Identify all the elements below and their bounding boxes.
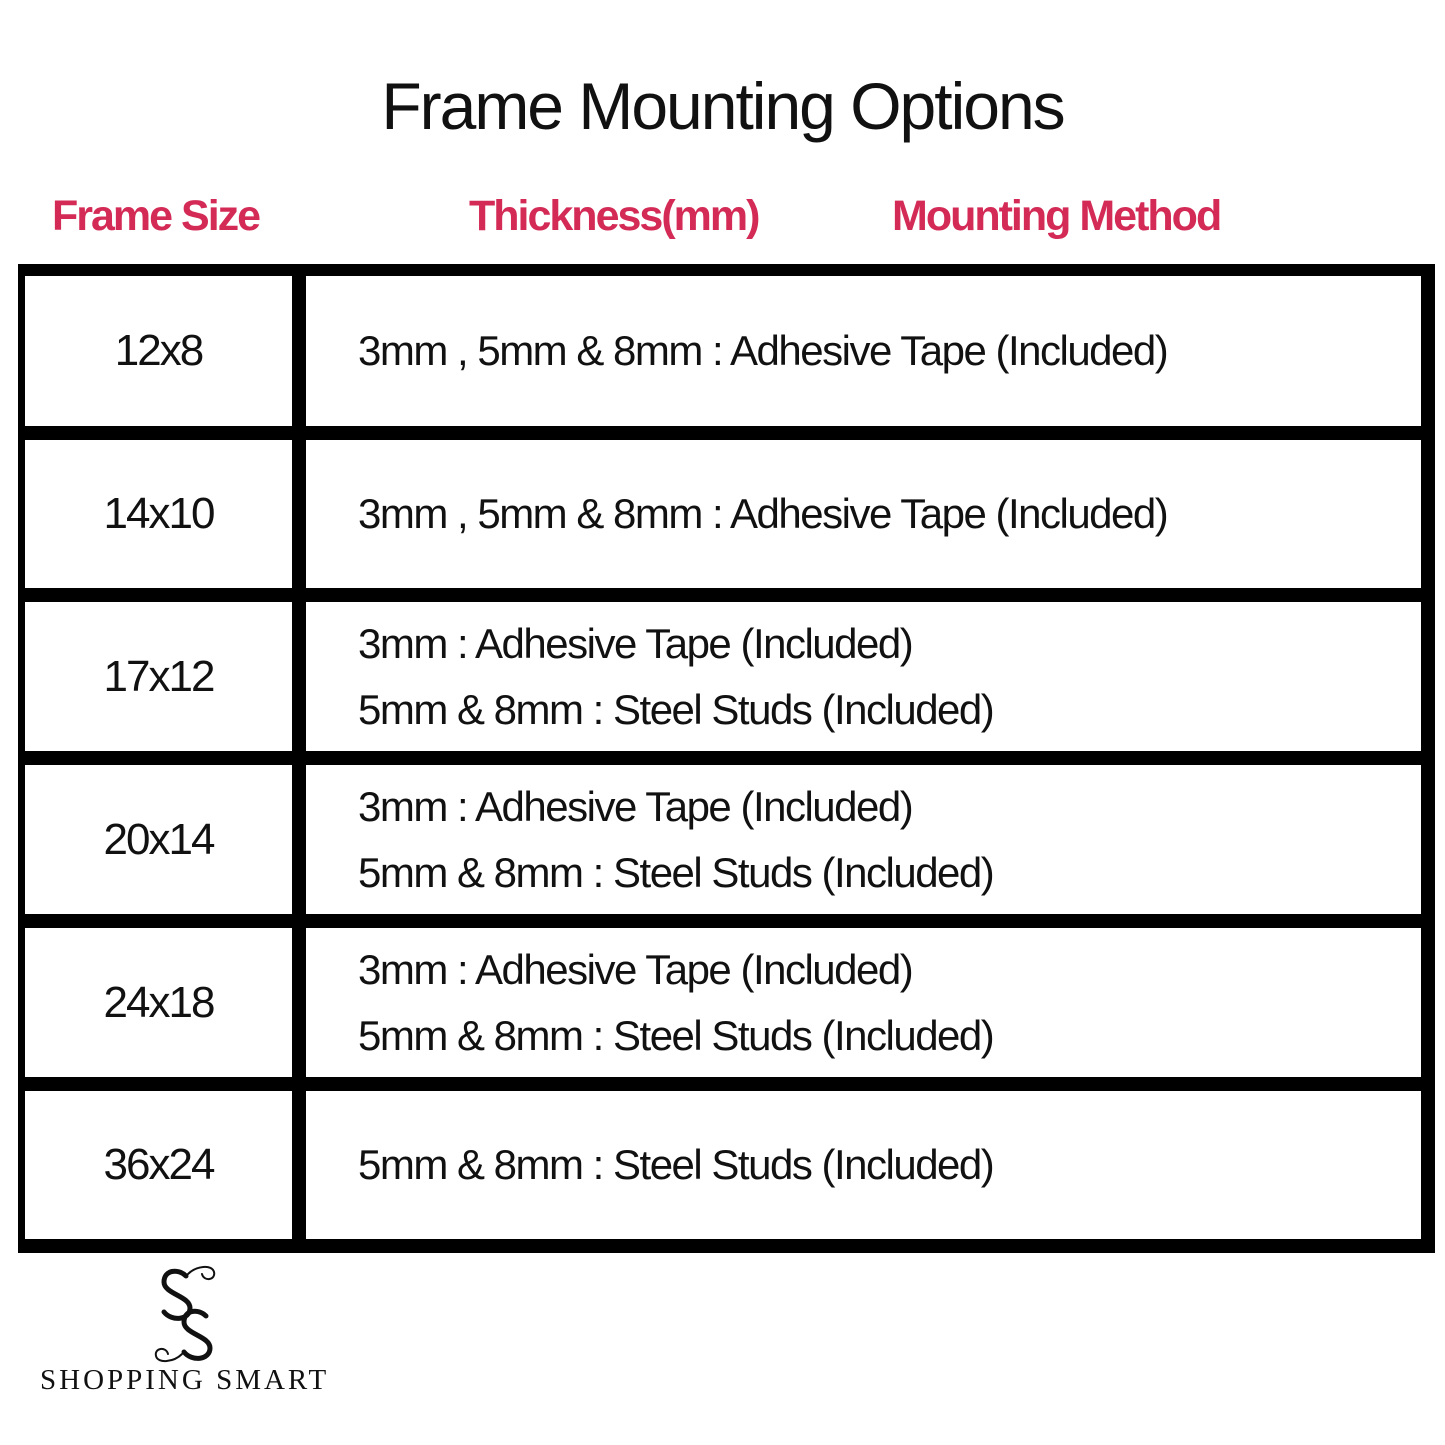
mounting-method-cell (306, 765, 1421, 914)
brand-logo (40, 1262, 350, 1402)
page-title: Frame Mounting Options (381, 69, 1064, 143)
mounting-method-cell (306, 602, 1421, 751)
brand-name: SHOPPING SMART (40, 1364, 330, 1396)
mounting-table (18, 264, 1435, 1253)
mounting-line: 5mm & 8mm : Steel Studs (Included) (358, 1141, 994, 1188)
mounting-line: 3mm , 5mm & 8mm : Adhesive Tape (Included) (358, 327, 1168, 374)
table-row (18, 588, 1435, 764)
mounting-method-cell (306, 1091, 1421, 1239)
table-row (18, 914, 1435, 1090)
mounting-line: 3mm , 5mm & 8mm : Adhesive Tape (Included) (358, 490, 1168, 537)
frame-size-cell: 12x8 (25, 276, 292, 426)
mounting-line: 3mm : Adhesive Tape (Included) (358, 619, 913, 667)
table-row (18, 751, 1435, 927)
double-s-monogram-icon (144, 1262, 244, 1366)
header-mounting-method: Mounting Method (892, 192, 1221, 240)
mounting-line: 5mm & 8mm : Steel Studs (Included) (358, 848, 994, 896)
header-frame-size: Frame Size (52, 192, 260, 240)
mounting-method-cell (306, 276, 1421, 426)
mounting-line: 3mm : Adhesive Tape (Included) (358, 945, 913, 993)
table-row (18, 264, 1435, 440)
table-row (18, 1077, 1435, 1253)
frame-size-cell: 36x24 (25, 1091, 292, 1239)
frame-size-cell: 20x14 (25, 765, 292, 914)
table-row (18, 426, 1435, 602)
frame-size-cell: 17x12 (25, 602, 292, 751)
mounting-method-cell (306, 440, 1421, 588)
frame-size-cell: 14x10 (25, 440, 292, 588)
mounting-line: 5mm & 8mm : Steel Studs (Included) (358, 685, 994, 733)
frame-size-cell: 24x18 (25, 928, 292, 1077)
mounting-method-cell (306, 928, 1421, 1077)
mounting-line: 5mm & 8mm : Steel Studs (Included) (358, 1011, 994, 1059)
header-thickness: Thickness(mm) (469, 192, 759, 240)
mounting-line: 3mm : Adhesive Tape (Included) (358, 782, 913, 830)
